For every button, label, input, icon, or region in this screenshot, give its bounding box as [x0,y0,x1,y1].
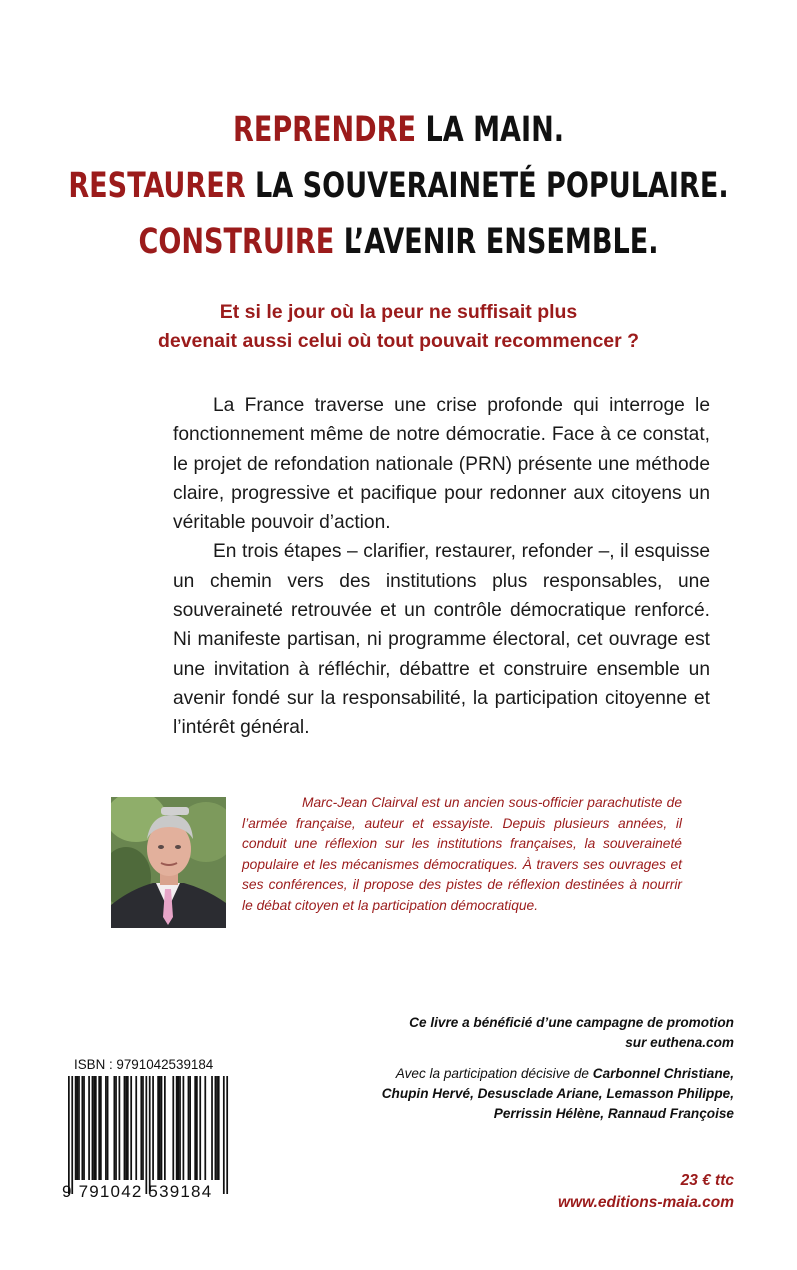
question-line-1: Et si le jour où la peur ne suffisait plus [219,301,578,323]
barcode-bar [199,1076,201,1180]
headline [56,102,741,270]
barcode-bar [113,1076,115,1180]
headline-line-2 [56,158,741,214]
barcode-bar [188,1076,190,1180]
barcode-bar [164,1076,166,1180]
price: 23 € ttc [680,1172,734,1189]
book-summary [173,391,710,743]
barcode-bar [189,1076,191,1180]
headline-line-3 [56,214,741,270]
barcode-bar [127,1076,129,1180]
contrib-line-2 [334,1084,734,1104]
barcode-bar [157,1076,159,1180]
barcode-bar [145,1076,147,1194]
headline-red-word: REPRENDRE [232,110,417,150]
promo-line-1: Ce livre a bénéficié d’une campagne de promotion [409,1015,734,1030]
barcode-bar [179,1076,181,1180]
barcode-bar [149,1076,151,1194]
contributors-note [334,1064,734,1124]
barcode-bar [81,1076,83,1180]
barcode-bar [176,1076,178,1180]
barcode-bar [130,1076,132,1180]
barcode-bar [152,1076,154,1180]
headline-rest: LA MAIN. [416,110,565,150]
barcode-bar [218,1076,220,1180]
barcode-digits: 9 791042 539184 [62,1182,213,1201]
teaser-question [0,298,797,356]
author-bio-text: Marc-Jean Clairval est un ancien sous-officier parachutiste de l’armée française, auteur et essayiste. Depuis plusieurs années, il conduit une réflexion sur les institutions françaises, la souveraineté populaire et les mécanismes démocratiques. À travers ses ouvrages et ses conférences, il propose des pistes de réflexion destinées à nourrir le débat citoyen et la participation démocratique. [242,795,682,913]
author-photo [111,797,226,928]
barcode-bar [204,1076,206,1180]
contrib-names-1: Carbonnel Christiane, [592,1066,734,1081]
contrib-line-1 [334,1064,734,1084]
barcode-bar [177,1076,179,1180]
barcode-bar [100,1076,102,1180]
barcode-bar [172,1076,174,1180]
barcode-bar [95,1076,97,1180]
barcode-bar [196,1076,198,1180]
summary-paragraph-2: En trois étapes – clarifier, restaurer, refonder –, il esquisse un chemin vers des institutions plus responsables, une souveraineté retrouvée et un contrôle démocratique renforcé. Ni manifeste partisan, ni programme électoral, cet ouvrage est une invitation à réfléchir, débattre et construire ensemble un avenir fondé sur la responsabilité, la participation citoyenne et l’intérêt général. [173,541,710,739]
barcode-bar [140,1076,142,1180]
summary-paragraph-1: La France traverse une crise profonde qui interroge le fonctionnement même de notre démocratie. Face à ce constat, le projet de refondation nationale (PRN) présente une méthode claire, progressive et pacifique pour redonner aux citoyens un véritable pouvoir d’action. [173,395,710,534]
author-bio [242,793,682,916]
barcode-bar [76,1076,78,1180]
barcode-bar [223,1076,225,1194]
contrib-names-3: Perrissin Hélène, Rannaud Françoise [493,1106,734,1121]
barcode-bar [98,1076,100,1180]
barcode-bar [215,1076,217,1180]
barcode-bar [142,1076,144,1180]
barcode-bar [161,1076,163,1180]
contrib-intro: Avec la participation décisive de [395,1066,593,1081]
barcode-bar [83,1076,85,1180]
isbn-label: ISBN : 9791042539184 [74,1057,214,1072]
contrib-line-3 [334,1104,734,1124]
barcode-bar [92,1076,94,1180]
barcode-bar [75,1076,77,1180]
barcode-bar [194,1076,196,1180]
barcode-bar [115,1076,117,1180]
promotion-note [334,1013,734,1053]
barcode-bar [71,1076,73,1194]
question-line-2: devenait aussi celui où tout pouvait recommencer ? [157,330,640,352]
contrib-names-2: Chupin Hervé, Desusclade Ariane, Lemasson Philippe, [381,1086,734,1101]
barcode-bar [88,1076,90,1180]
barcode-bar [119,1076,121,1180]
price-block [434,1170,734,1214]
barcode-bar [93,1076,95,1180]
headline-red-word: CONSTRUIRE [138,222,335,262]
barcode-bar [124,1076,126,1180]
barcode-bar [107,1076,109,1180]
headline-rest: LA SOUVERAINETÉ POPULAIRE. [245,166,729,206]
headline-rest: L’AVENIR ENSEMBLE. [334,222,659,262]
publisher-website: www.editions-maia.com [558,1194,734,1211]
barcode-bar [68,1076,70,1194]
barcode-bar [159,1076,161,1180]
headline-line-1 [56,102,741,158]
barcode-bar [211,1076,213,1180]
barcode-bar [125,1076,127,1180]
barcode-bar [183,1076,185,1180]
barcode-bar [78,1076,80,1180]
barcode-bar [105,1076,107,1180]
barcode-bar [226,1076,228,1194]
barcode-bar [216,1076,218,1180]
promo-line-2: sur euthena.com [625,1035,734,1050]
headline-red-word: RESTAURER [68,166,246,206]
barcode-bar [135,1076,137,1180]
